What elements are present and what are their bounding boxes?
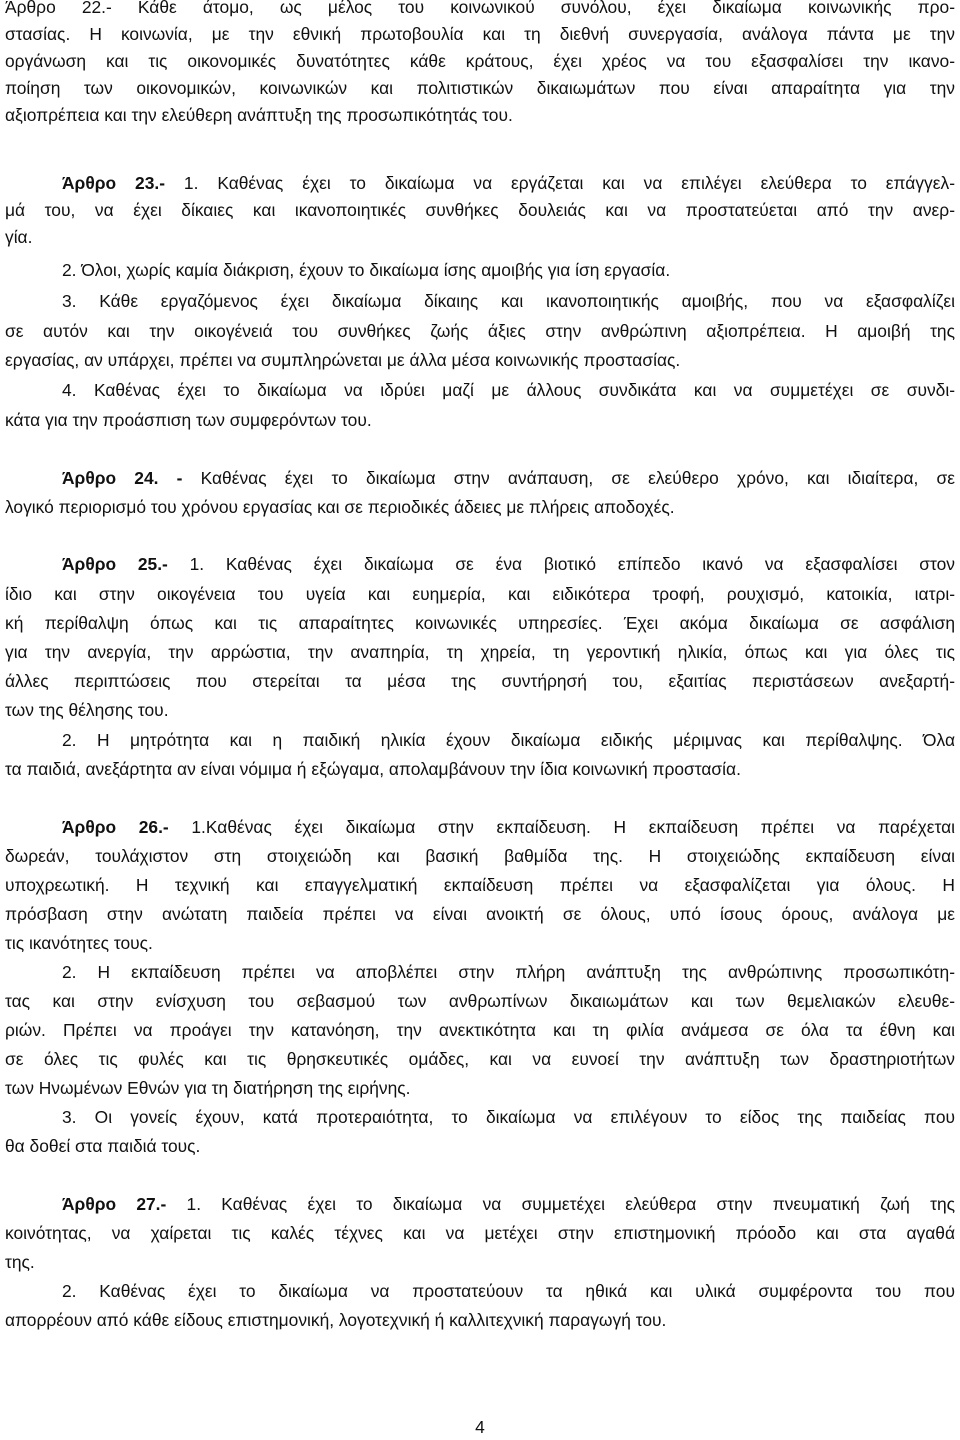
article-27-paragraph-1: Άρθρο 27.- 1. Καθένας έχει το δικαίωμα να συμμετέχει ελεύθερα στην πνευματική ζωή της xyxy=(62,1194,955,1214)
article-23-paragraph-1: Άρθρο 23.- 1. Καθένας έχει το δικαίωμα να εργάζεται και να επιλέγει ελεύθερα το επάγγελ- xyxy=(62,173,955,193)
article-26-line: σε όλες τις φυλές και τις θρησκευτικές ομάδες, και να ευνοεί την ανάπτυξη των δραστηριοτήτων xyxy=(5,1049,955,1069)
article-25-line: των της θέλησης του. xyxy=(5,700,169,720)
page-number: 4 xyxy=(475,1417,485,1437)
article-22-line: Άρθρο 22.- Κάθε άτομο, ως μέλος του κοινωνικού συνόλου, έχει δικαίωμα κοινωνικής προ- xyxy=(5,0,955,17)
article-24-paragraph: Άρθρο 24. - Καθένας έχει το δικαίωμα στην ανάπαυση, σε ελεύθερο χρόνο, και ιδιαίτερα, σε xyxy=(62,468,955,488)
article-25-line: άλλες περιπτώσεις που στερείται τα μέσα της συντήρησή του, εξαιτίας περιστάσεων ανεξαρτή- xyxy=(5,671,955,691)
article-25-line: ίδιο και στην οικογένεια του υγεία και ευημερία, και ειδικότερα τροφή, ρουχισμό, κατοικία, ιατρι- xyxy=(5,584,955,604)
article-25-paragraph-1: Άρθρο 25.- 1. Καθένας έχει δικαίωμα σε ένα βιοτικό επίπεδο ικανό να εξασφαλίσει στον xyxy=(62,554,955,574)
article-26-paragraph-1: Άρθρο 26.- 1.Καθένας έχει δικαίωμα στην εκπαίδευση. Η εκπαίδευση πρέπει να παρέχεται xyxy=(62,817,955,837)
article-27-heading: Άρθρο 27.- xyxy=(62,1194,167,1214)
article-23-paragraph-3: 3. Κάθε εργαζόμενος έχει δικαίωμα δίκαιης και ικανοποιητικής αμοιβής, που να εξασφαλίζει xyxy=(62,291,955,311)
article-23-line: μά του, να έχει δίκαιες και ικανοποιητικές συνθήκες δουλειάς και να προστατεύεται από την ανερ- xyxy=(5,200,955,220)
article-27-paragraph-2: 2. Καθένας έχει το δικαίωμα να προστατεύουν τα ηθικά και υλικά συμφέροντα του που xyxy=(62,1281,955,1301)
article-23-paragraph-2: 2. Όλοι, χωρίς καμία διάκριση, έχουν το δικαίωμα ίσης αμοιβής για ίση εργασία. xyxy=(62,260,671,280)
article-25-heading: Άρθρο 25.- xyxy=(62,554,168,574)
article-23-line: κάτα για την προάσπιση των συμφερόντων του. xyxy=(5,410,372,430)
article-27-line: κοινότητας, να χαίρεται τις καλές τέχνες και να μετέχει στην επιστημονική πρόοδο και στα αγαθά xyxy=(5,1223,955,1243)
article-25-line: τα παιδιά, ανεξάρτητα αν είναι νόμιμα ή εξώγαμα, απολαμβάνουν την ίδια κοινωνική προστασία. xyxy=(5,759,741,779)
article-25-paragraph-2: 2. Η μητρότητα και η παιδική ηλικία έχουν δικαίωμα ειδικής μέριμνας και περίθαλψης. Όλα xyxy=(62,730,955,750)
article-27-line: της. xyxy=(5,1252,35,1272)
article-24-line: λογικό περιορισμό του χρόνου εργασίας και σε περιοδικές άδειες με πλήρεις αποδοχές. xyxy=(5,497,675,517)
article-22-line: στασίας. Η κοινωνία, με την εθνική πρωτοβουλία και τη διεθνή συνεργασία, ανάλογα πάντα με την xyxy=(5,24,955,44)
article-25-line: για την ανεργία, την αρρώστια, την αναπηρία, τη χηρεία, τη γεροντική ηλικία, όπως και για όλες τις xyxy=(5,642,955,662)
article-25-line: κή περίθαλψη όπως και τις απαραίτητες κοινωνικές υπηρεσίες. Έχει ακόμα δικαίωμα σε ασφάλιση xyxy=(5,613,955,633)
article-26-line: τας και στην ενίσχυση του σεβασμού των ανθρωπίνων δικαιωμάτων και των θεμελιακών ελευθε- xyxy=(5,991,955,1011)
article-26-heading: Άρθρο 26.- xyxy=(62,817,169,837)
article-22-line: ποίηση των οικονομικών, κοινωνικών και πολιτιστικών δικαιωμάτων που είναι απαραίτητα για την xyxy=(5,78,955,98)
article-22-line: οργάνωση και τις οικονομικές δυνατότητες κάθε κράτους, έχει χρέος να του εξασφαλίσει την ικανο- xyxy=(5,51,955,71)
article-23-paragraph-4: 4. Καθένας έχει το δικαίωμα να ιδρύει μαζί με άλλους συνδικάτα και να συμμετέχει σε συνδι- xyxy=(62,380,955,400)
article-23-line: γία. xyxy=(5,227,33,247)
article-23-line: εργασίας, αν υπάρχει, πρέπει να συμπληρώνεται με άλλα μέσα κοινωνικής προστασίας. xyxy=(5,350,681,370)
article-26-paragraph-2: 2. Η εκπαίδευση πρέπει να αποβλέπει στην πλήρη ανάπτυξη της ανθρώπινης προσωπικότη- xyxy=(62,962,955,982)
article-26-line: των Ηνωμένων Εθνών για τη διατήρηση της ειρήνης. xyxy=(5,1078,411,1098)
article-26-line: ριών. Πρέπει να προάγει την κατανόηση, την ανεκτικότητα και τη φιλία ανάμεσα σε όλα τα έθνη και xyxy=(5,1020,955,1040)
article-24-heading: Άρθρο 24. - xyxy=(62,468,183,488)
article-26-line: πρόσβαση στην ανώτατη παιδεία πρέπει να είναι ανοικτή σε όλους, υπό ίσους όρους, ανάλογα με xyxy=(5,904,955,924)
article-26-line: θα δοθεί στα παιδιά τους. xyxy=(5,1136,201,1156)
article-26-paragraph-3: 3. Οι γονείς έχουν, κατά προτεραιότητα, το δικαίωμα να επιλέγουν το είδος της παιδείας που xyxy=(62,1107,955,1127)
article-26-line: υποχρεωτική. Η τεχνική και επαγγελματική εκπαίδευση πρέπει να εξασφαλίζεται για όλους. Η xyxy=(5,875,955,895)
article-27-line: απορρέουν από κάθε είδους επιστημονική, λογοτεχνική ή καλλιτεχνική παραγωγή του. xyxy=(5,1310,667,1330)
article-26-line: τις ικανότητες τους. xyxy=(5,933,153,953)
article-23-line: σε αυτόν και την οικογένειά του συνθήκες ζωής άξιες στην ανθρώπινη αξιοπρέπεια. Η αμοιβή της xyxy=(5,321,955,341)
article-22-line: αξιοπρέπεια και την ελεύθερη ανάπτυξη της προσωπικότητάς του. xyxy=(5,105,513,125)
article-23-heading: Άρθρο 23.- xyxy=(62,173,165,193)
article-26-line: δωρεάν, τουλάχιστον στη στοιχειώδη και βασική βαθμίδα της. Η στοιχειώδης εκπαίδευση είναι xyxy=(5,846,955,866)
